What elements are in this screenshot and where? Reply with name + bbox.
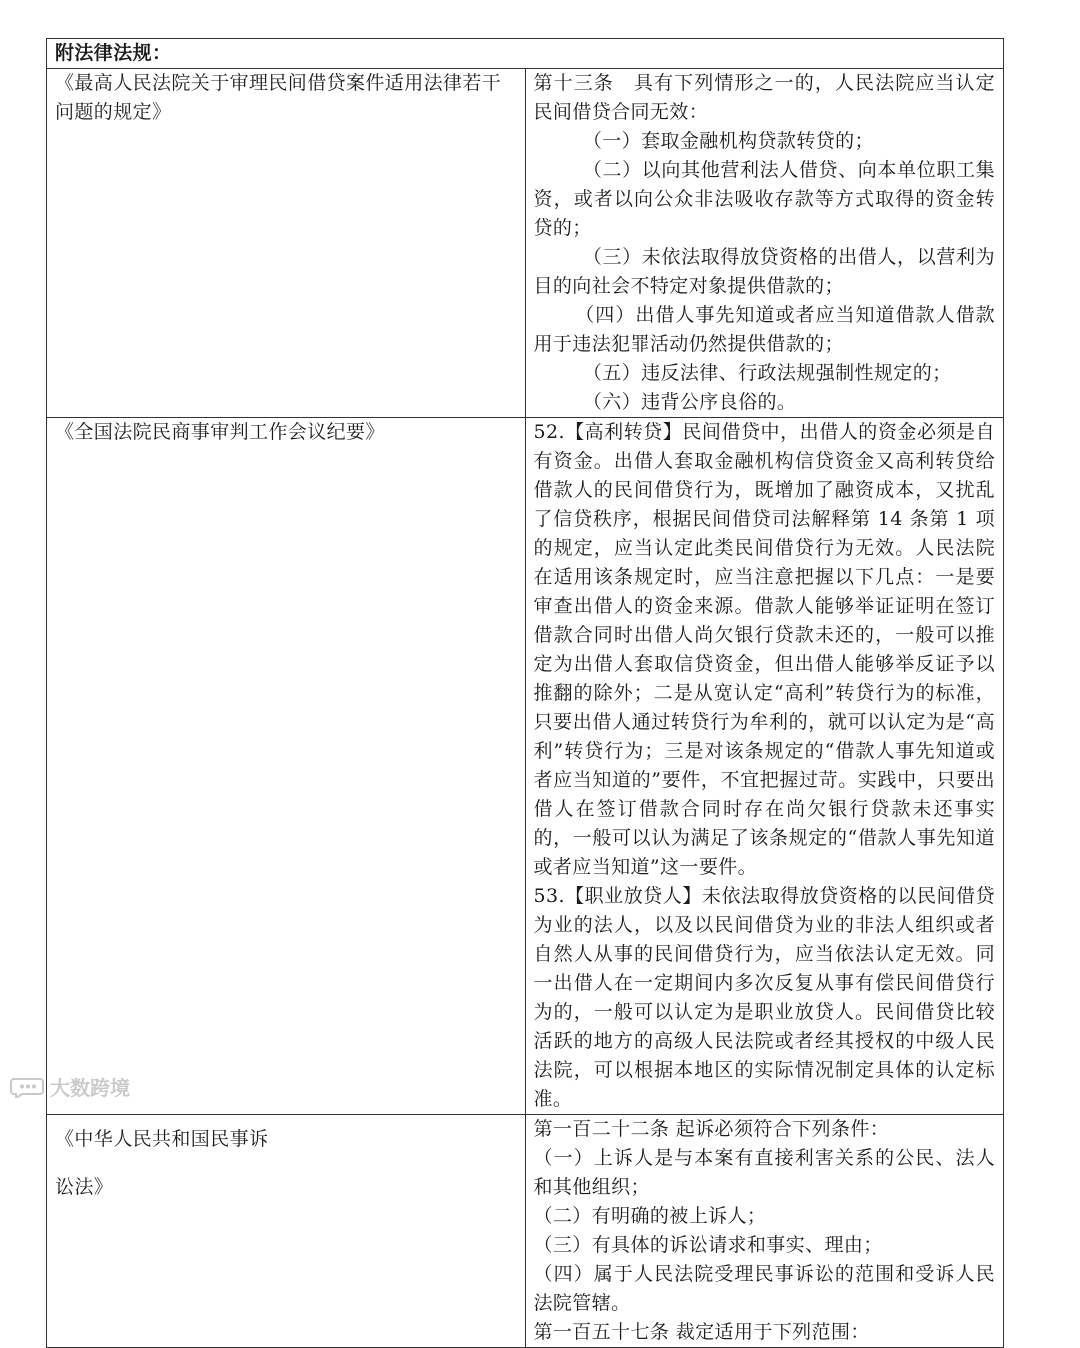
article-item: （六）违背公序良俗的。 (582, 391, 797, 413)
article-item: （一）上诉人是与本案有直接利害关系的公民、法人和其他组织； (533, 1147, 995, 1198)
table-header: 附法律法规： (47, 39, 1004, 69)
table-row (47, 418, 1004, 1115)
law-content-cell (525, 69, 1004, 418)
law-name-cell (47, 1115, 526, 1348)
law-name-cell: 《全国法院民商事审判工作会议纪要》 (47, 418, 526, 1115)
article-item: （三）有具体的诉讼请求和事实、理由； (533, 1234, 883, 1256)
table-row (47, 69, 1004, 418)
article-item: （一）套取金融机构贷款转贷的； (582, 130, 874, 152)
law-content-cell (525, 418, 1004, 1115)
law-name-cell: 《最高人民法院关于审理民间借贷案件适用法律若干问题的规定》 (47, 69, 526, 418)
article-lead: 第十三条 具有下列情形之一的，人民法院应当认定民间借贷合同无效： (533, 72, 995, 123)
table-header-row (47, 39, 1004, 69)
watermark-text: 大数跨境 (50, 1076, 130, 1100)
law-name-line: 讼法》 (55, 1176, 114, 1198)
law-table (46, 38, 1004, 1348)
law-name-line: 《中华人民共和国民事诉 (55, 1128, 269, 1150)
article-item: （二）以向其他营利法人借贷、向本单位职工集资，或者以向公众非法吸收存款等方式取得的资金转贷的； (533, 159, 995, 239)
article-item: （二）有明确的被上诉人； (533, 1205, 767, 1227)
article-item: （四）属于人民法院受理民事诉讼的范围和受诉人民法院管辖。 (533, 1263, 995, 1314)
article-paragraph: 53.【职业放贷人】未依法取得放贷资格的以民间借贷为业的法人，以及以民间借贷为业的非法人组织或者自然人从事的民间借贷行为，应当依法认定无效。同一出借人在一定期间内多次反复从事有偿民间借贷行为的，一般可以认定为是职业放贷人。民间借贷比较活跃的地方的高级人民法院或者经其授权的中级人民法院，可以根据本地区的实际情况制定具体的认定标准。 (533, 885, 995, 1110)
table-row (47, 1115, 1004, 1348)
speech-bubble-icon (10, 1076, 44, 1098)
article-item: （五）违反法律、行政法规强制性规定的； (582, 362, 952, 384)
article-lead: 第一百二十二条 起诉必须符合下列条件： (533, 1118, 890, 1140)
article-lead: 第一百五十七条 裁定适用于下列范围： (533, 1321, 870, 1343)
watermark (10, 1072, 130, 1101)
law-content-cell (525, 1115, 1004, 1348)
article-paragraph: 52.【高利转贷】民间借贷中，出借人的资金必须是自有资金。出借人套取金融机构信贷资金又高利转贷给借款人的民间借贷行为，既增加了融资成本，又扰乱了信贷秩序，根据民间借贷司法解释第 14 条第 1 项的规定，应当认定此类民间借贷行为无效。人民法院在适用该条规定时，应当注意把握以下几点：一是要审查出借人的资金来源。借款人能够举证证明在签订借款合同时出借人尚欠银行贷款未还的，一般可以推定为出借人套取信贷资金，但出借人能够举反证予以推翻的除外；二是从宽认定“高利”转贷行为的标准，只要出借人通过转贷行为牟利的，就可以认定为是“高利”转贷行为；三是对该条规定的“借款人事先知道或者应当知道的”要件，不宜把握过苛。实践中，只要出借人在签订借款合同时存在尚欠银行贷款未还事实的，一般可以认为满足了该条规定的“借款人事先知道或者应当知道”这一要件。 (533, 421, 995, 878)
article-item: （四）出借人事先知道或者应当知道借款人借款用于违法犯罪活动仍然提供借款的； (533, 304, 995, 355)
article-item: （三）未依法取得放贷资格的出借人，以营利为目的向社会不特定对象提供借款的； (533, 246, 995, 297)
